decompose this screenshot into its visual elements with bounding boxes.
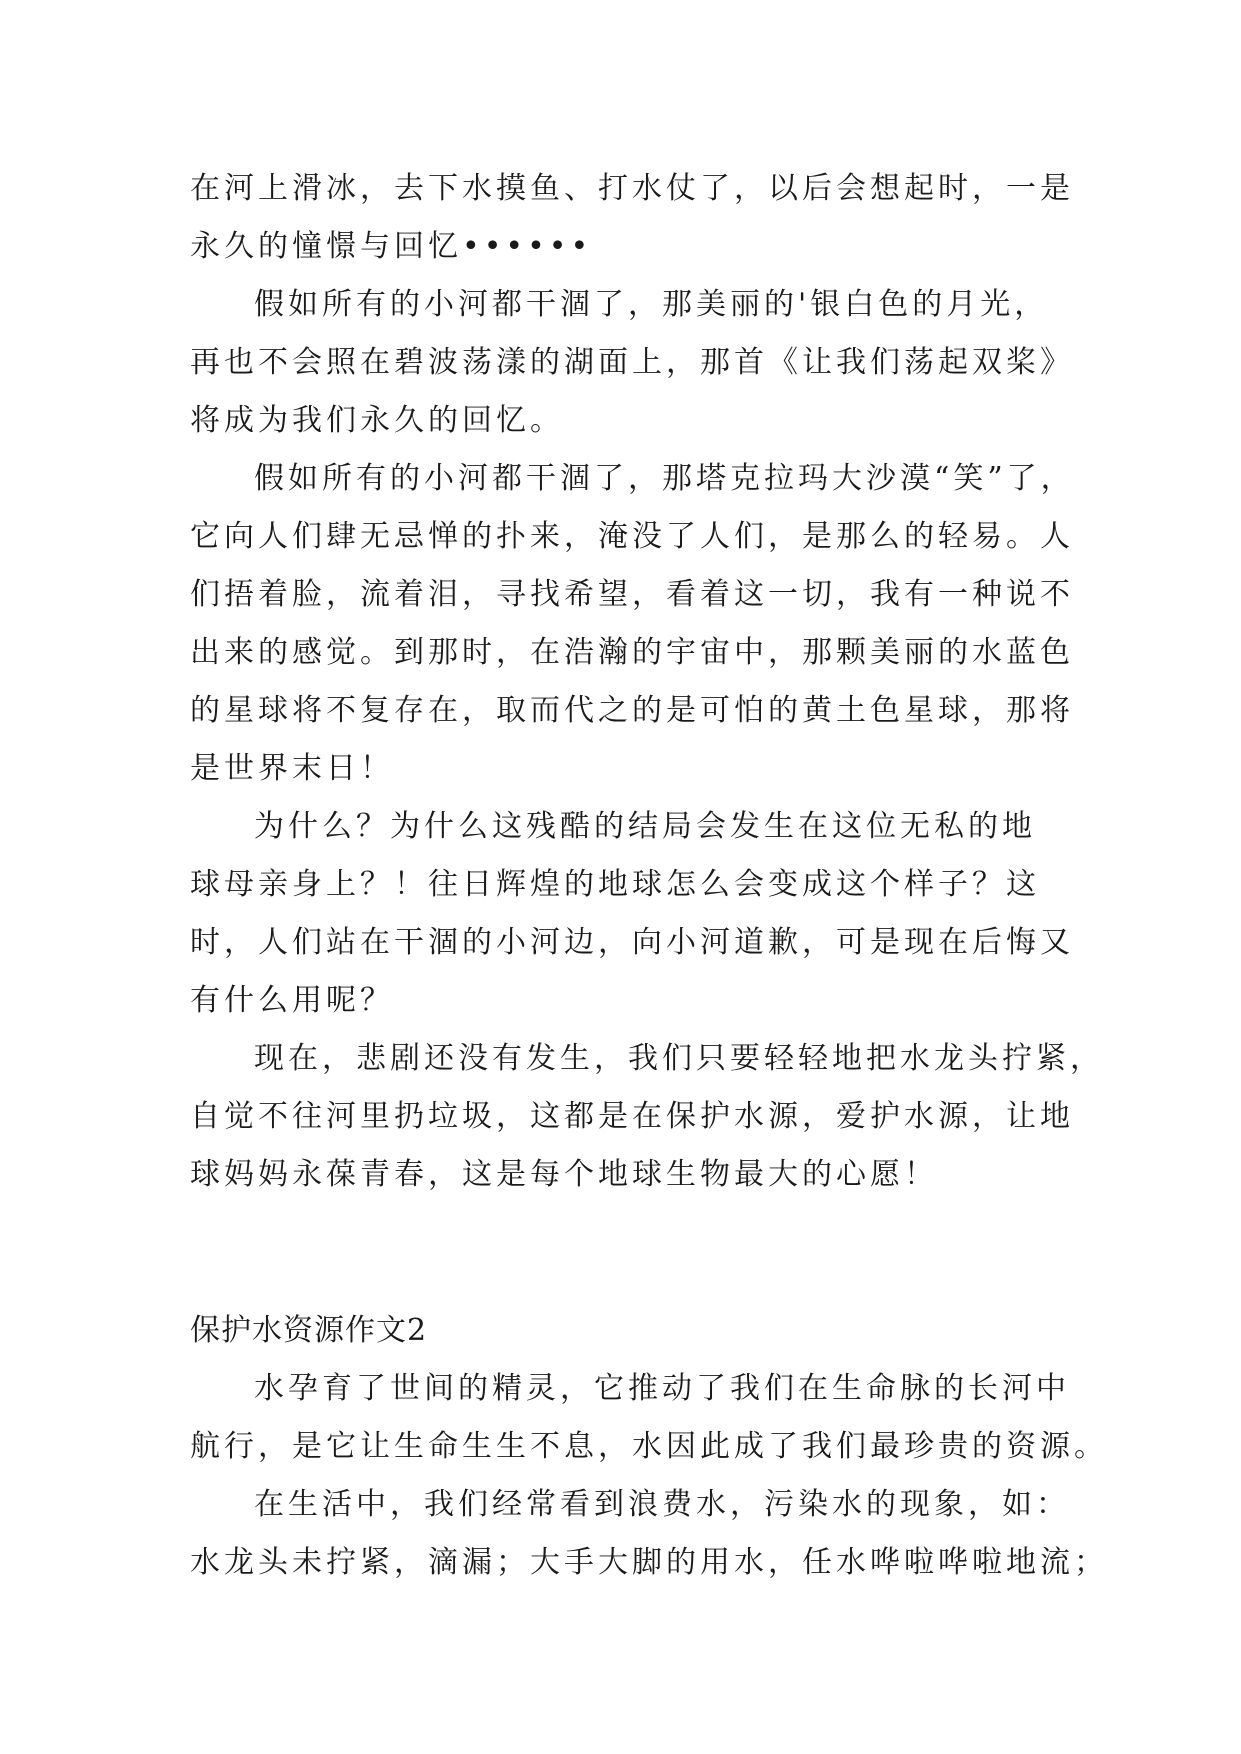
paragraph-first-line: 假如所有的小河都干涸了，那美丽的'银白色的月光， — [254, 287, 1049, 322]
text-line: 球母亲身上？！往日辉煌的地球怎么会变成这个样子？这 — [190, 867, 1040, 902]
text-line: 将成为我们永久的回忆。 — [190, 403, 564, 438]
text-line: 时，人们站在干涸的小河边，向小河道歉，可是现在后悔又 — [190, 925, 1074, 960]
section-spacer — [190, 1204, 1070, 1302]
paragraph-first-line: 现在，悲剧还没有发生，我们只要轻轻地把水龙头拧紧， — [254, 1041, 1104, 1076]
paragraph-first-line: 为什么？为什么这残酷的结局会发生在这位无私的地 — [254, 809, 1036, 844]
text-line: 有什么用呢？ — [190, 983, 394, 1018]
document-page — [190, 160, 1108, 1592]
text-line: 再也不会照在碧波荡漾的湖面上，那首《让我们荡起双桨》 — [190, 345, 1074, 380]
text-line: 水龙头未拧紧，滴漏；大手大脚的用水，任水哗啦哗啦地流； — [190, 1545, 1108, 1580]
text-line: 自觉不往河里扔垃圾，这都是在保护水源，爱护水源，让地 — [190, 1099, 1074, 1134]
text-line: 航行，是它让生命生生不息，水因此成了我们最珍贵的资源。 — [190, 1429, 1108, 1464]
text-line: 的星球将不复存在，取而代之的是可怕的黄土色星球，那将 — [190, 693, 1074, 728]
text-line: 是世界末日！ — [190, 751, 394, 786]
text-line: 永久的憧憬与回忆•••••• — [190, 229, 593, 264]
paragraph-first-line: 水孕育了世间的精灵，它推动了我们在生命脉的长河中 — [254, 1371, 1070, 1406]
text-line: 出来的感觉。到那时，在浩瀚的宇宙中，那颗美丽的水蓝色 — [190, 635, 1074, 670]
paragraph-first-line: 假如所有的小河都干涸了，那塔克拉玛大沙漠“笑”了， — [254, 461, 1075, 496]
text-line: 在河上滑冰，去下水摸鱼、打水仗了，以后会想起时，一是 — [190, 171, 1074, 206]
text-line: 它向人们肆无忌惮的扑来，淹没了人们，是那么的轻易。人 — [190, 519, 1074, 554]
paragraph-first-line: 在生活中，我们经常看到浪费水，污染水的现象，如： — [254, 1487, 1070, 1522]
text-line: 们捂着脸，流着泪，寻找希望，看着这一切，我有一种说不 — [190, 577, 1074, 612]
section-heading: 保护水资源作文2 — [190, 1313, 428, 1348]
text-line: 球妈妈永葆青春，这是每个地球生物最大的心愿！ — [190, 1157, 938, 1192]
